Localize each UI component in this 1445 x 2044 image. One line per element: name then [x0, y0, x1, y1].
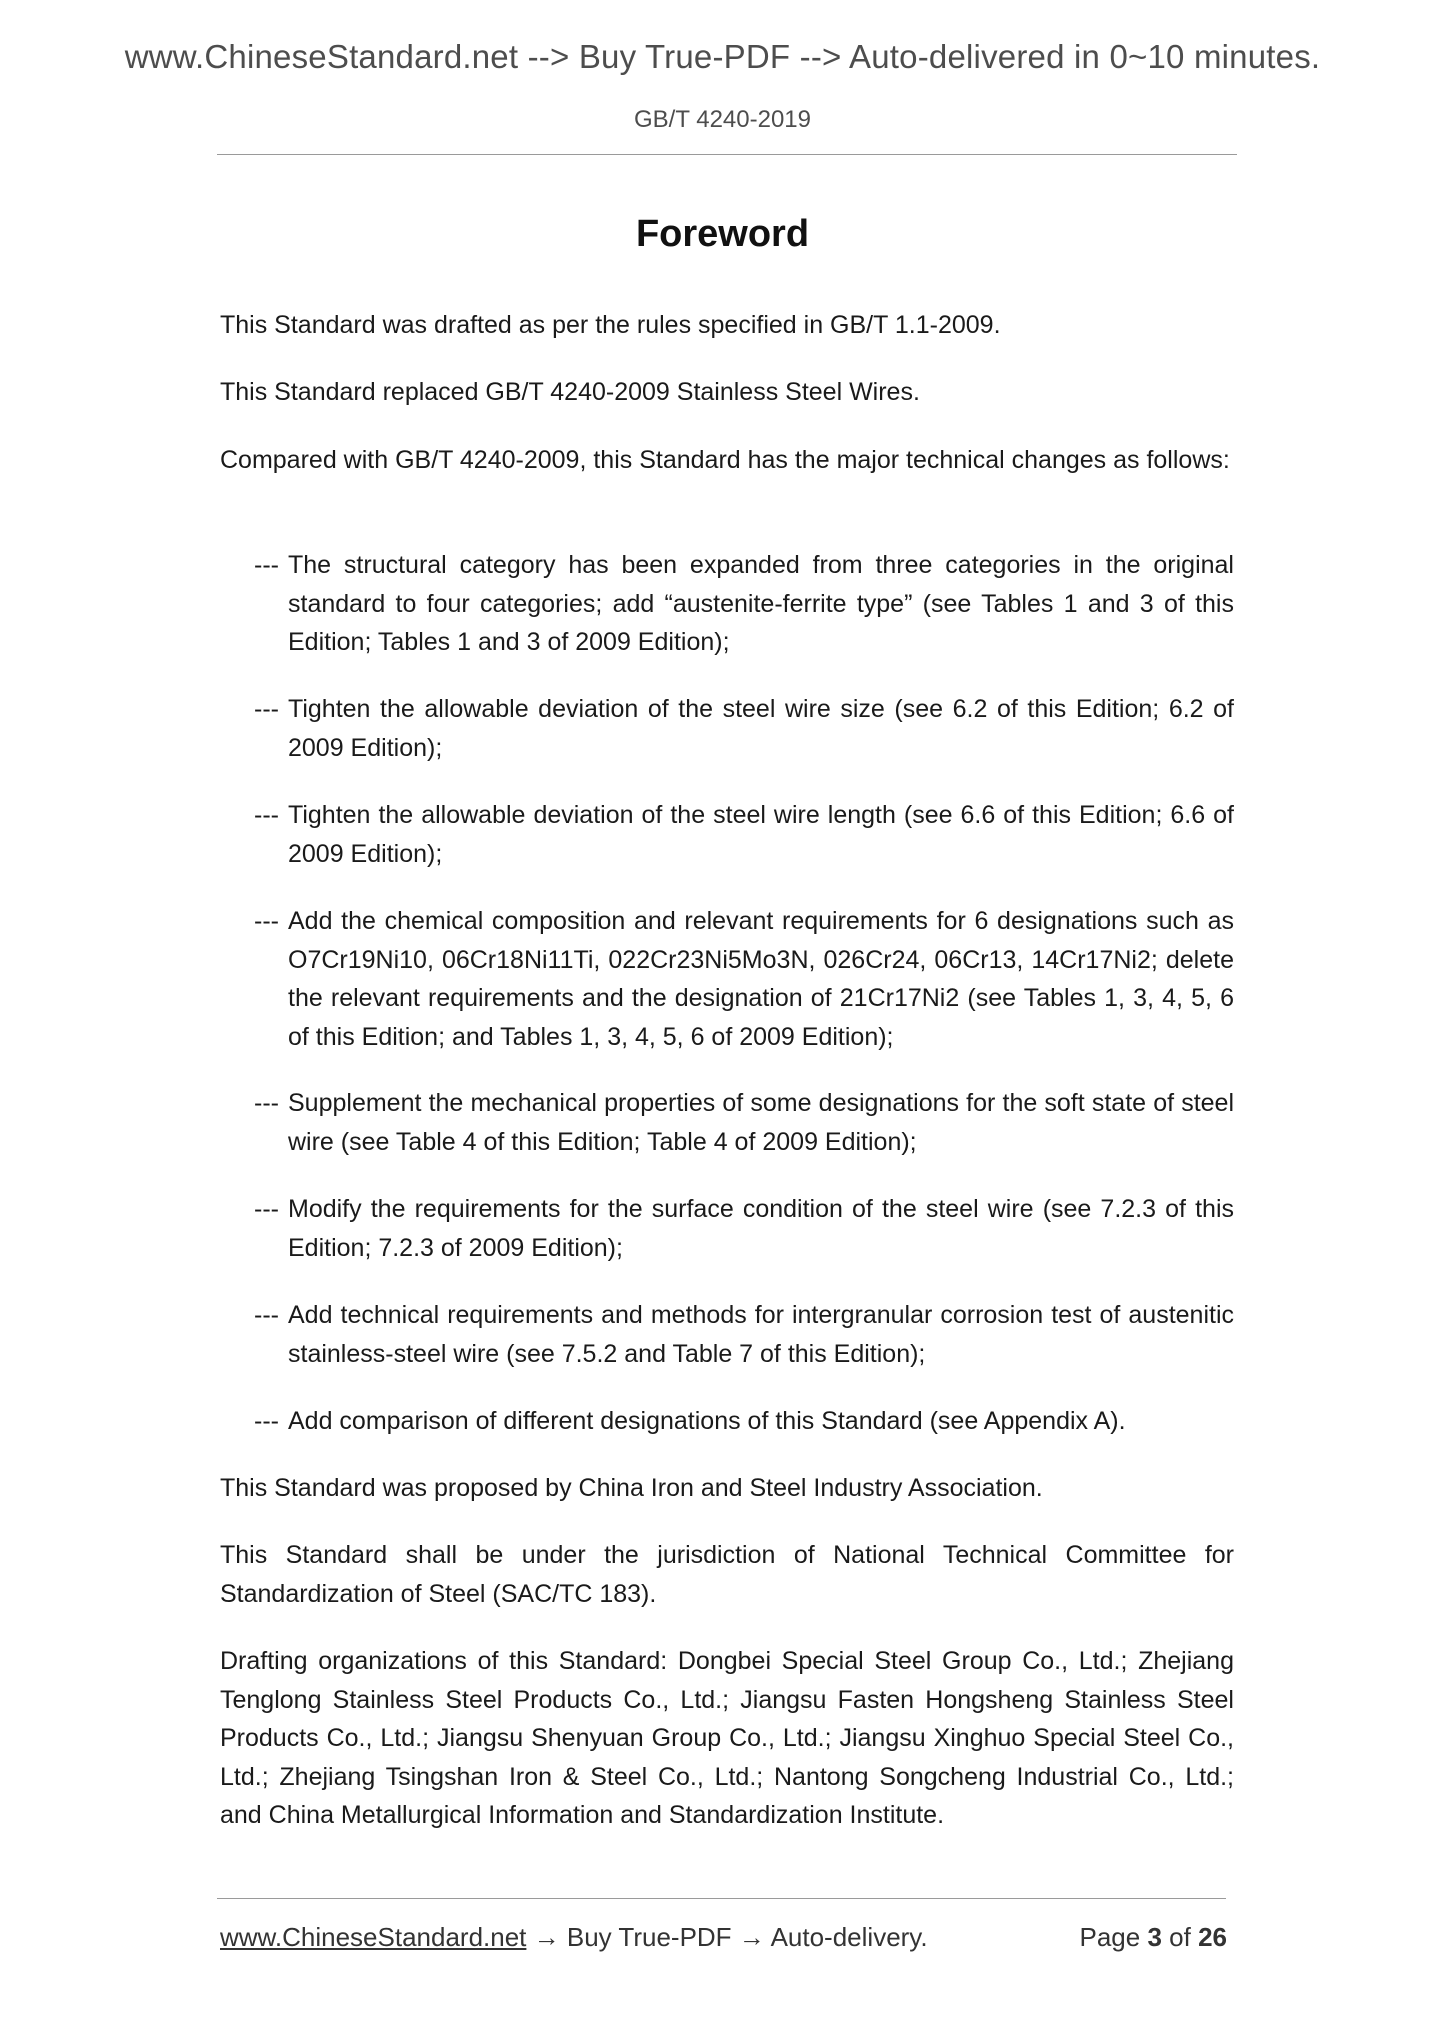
intro-paragraph-3: Compared with GB/T 4240-2009, this Standard has the major technical changes as follows: — [220, 446, 1230, 474]
bullet-marker: --- — [254, 1195, 279, 1223]
standard-code: GB/T 4240-2019 — [633, 106, 811, 133]
footer-site-link[interactable]: www.ChineseStandard.net — [220, 1922, 527, 1952]
intro-paragraph-1: This Standard was drafted as per the rules specified in GB/T 1.1-2009. — [220, 311, 1001, 339]
change-text: Add technical requirements and methods for intergranular corrosion test of austenitic stainless-steel wire (see 7.5.2 and Table 7 of this Edition); — [288, 1301, 1234, 1368]
page-indicator — [1079, 1922, 1227, 1953]
intro-paragraph-2: This Standard replaced GB/T 4240-2009 Stainless Steel Wires. — [220, 378, 920, 406]
jurisdiction-paragraph: This Standard shall be under the jurisdiction of National Technical Committee for Standardization of Steel (SAC/TC 183). — [220, 1541, 1234, 1608]
drafting-organizations-paragraph: Drafting organizations of this Standard: Dongbei Special Steel Group Co., Ltd.; Zhejiang Tenglong Stainless Steel Products Co., Ltd.; Jiangsu Fasten Hongsheng Stainless Steel Products Co., Ltd.; Jiangsu Shenyuan Group Co., Ltd.; Jiangsu Xinghuo Special Steel Co., Ltd.; Zhejiang Tsingshan Iron & Steel Co., Ltd.; Nantong Songcheng Industrial Co., Ltd.; and China Metallurgical Information and Standardization Institute. — [220, 1647, 1234, 1829]
change-item-5 — [254, 1084, 1234, 1161]
change-text: Modify the requirements for the surface condition of the steel wire (see 7.2.3 of this Edition; 7.2.3 of 2009 Edition); — [288, 1195, 1234, 1262]
change-text: Add the chemical composition and relevant requirements for 6 designations such as O7Cr19Ni10, 06Cr18Ni11Ti, 022Cr23Ni5Mo3N, 026Cr24, 06Cr13, 14Cr17Ni2; delete the relevant requirements and the designation of 21Cr17Ni2 (see Tables 1, 3, 4, 5, 6 of this Edition; and Tables 1, 3, 4, 5, 6 of 2009 Edition); — [288, 907, 1234, 1051]
bullet-marker: --- — [254, 801, 279, 829]
bullet-marker: --- — [254, 695, 279, 723]
top-banner: www.ChineseStandard.net --> Buy True-PDF --> Auto-delivered in 0~10 minutes. — [124, 38, 1321, 75]
page-current: 3 — [1147, 1922, 1162, 1952]
proposer-paragraph: This Standard was proposed by China Iron and Steel Industry Association. — [220, 1474, 1043, 1502]
change-text: The structural category has been expanded from three categories in the original standard to four categories; add “austenite-ferrite type” (see Tables 1 and 3 of this Edition; Tables 1 and 3 of 2009 Edition); — [288, 551, 1234, 656]
page-title: Foreword — [635, 213, 810, 255]
change-text: Supplement the mechanical properties of some designations for the soft state of steel wire (see Table 4 of this Edition; Table 4 of 2009 Edition); — [288, 1089, 1234, 1156]
footer-tagline: → Buy True-PDF → Auto-delivery. — [526, 1922, 928, 1952]
page-word: Page — [1079, 1922, 1141, 1952]
change-item-3 — [254, 796, 1234, 873]
change-item-7 — [254, 1296, 1234, 1373]
change-item-1 — [254, 546, 1234, 662]
of-word: of — [1169, 1922, 1191, 1952]
change-item-8 — [254, 1402, 1234, 1441]
change-text: Tighten the allowable deviation of the steel wire size (see 6.2 of this Edition; 6.2 of 2009 Edition); — [288, 695, 1234, 762]
bullet-marker: --- — [254, 1089, 279, 1117]
bullet-marker: --- — [254, 551, 279, 579]
change-item-6 — [254, 1190, 1234, 1267]
footer-left — [220, 1922, 928, 1953]
change-text: Tighten the allowable deviation of the steel wire length (see 6.6 of this Edition; 6.6 of 2009 Edition); — [288, 801, 1234, 868]
bullet-marker: --- — [254, 1301, 279, 1329]
bullet-marker: --- — [254, 907, 279, 935]
change-text: Add comparison of different designations of this Standard (see Appendix A). — [288, 1407, 1126, 1435]
change-item-4 — [254, 902, 1234, 1056]
footer-rule — [217, 1898, 1226, 1899]
header-rule — [217, 154, 1237, 155]
page-total: 26 — [1198, 1922, 1227, 1952]
bullet-marker: --- — [254, 1407, 279, 1435]
change-item-2 — [254, 690, 1234, 767]
